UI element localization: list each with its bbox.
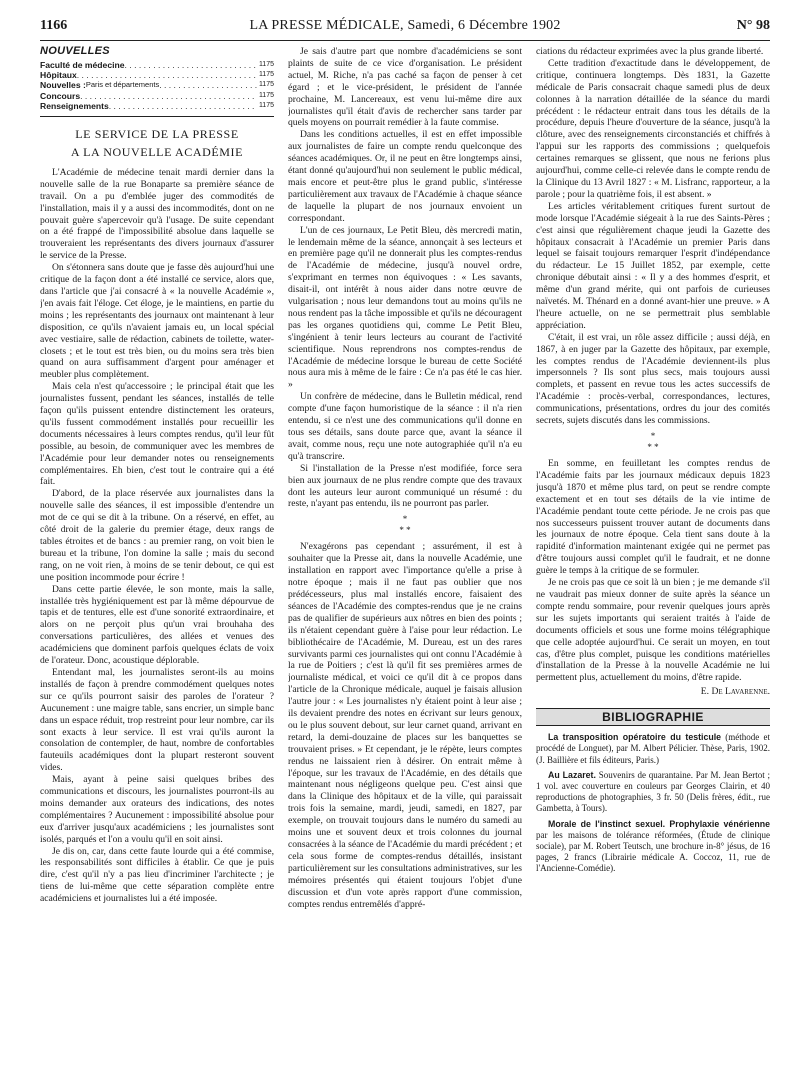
toc-heading: NOUVELLES [40,46,110,57]
paragraph: Les articles véritablement critiques furent surtout de mode lorsque l'Académie siégeait à la rue des Saints-Pères ; c'est ainsi que régulièrement chaque jeudi la Gazette des hôpitaux consacrait à l'Académie un premier Paris dans lequel se faisait toujours remarquer l'esprit d'indépendance du rédacteur. Le 15 Juillet 1852, par exemple, cette chronique débutait ainsi : « Il y a des hommes d'esprit, et même d'un grand mérite, qui ont parfois de curieuses naïvetés. M. Thénard en a donné avant-hier une preuve. » A l'heure actuelle, on ne se permettrait plus semblable appréciation. [536,200,770,331]
paragraph: N'exagérons pas cependant ; assurément, il est à souhaiter que la Presse ait, dans la nouvelle Académie, une installation en rapport avec l'importance qu'elle a prise à notre époque ; mais il ne faut pas oublier que nos prédécesseurs, plus mal installés encore, faisaient des séances de l'Académie des comptes-rendus que je ne crains pas de qualifier de supérieurs aux nôtres en bien des points ; ils n'étaient cependant guère à l'aise pour leur rédaction. Le bibliothécaire de l'Académie, M. Dureau, est un des rares survivants parmi ces journalistes qui ont connu l'Académie à la rue de Poitiers ; c'est là qu'il fit ses premières armes de journaliste médical, et voici ce qu'il dit à ce propos dans l'article de la Chronique médicale, auquel je faisais allusion l'autre jour : « Les journalistes n'y étaient point à leur aise ; ils devaient prendre des notes en écrivant sur leurs genoux, ou le plus souvent debout, sur leur carnet quand, arrivant en retard, la demi-douzaine de places sur les banquettes se trouvaient prises. » Et cependant, je le répète, leurs comptes rendus ne laissaient rien à désirer. On entrait même à l'époque, sur les travaux de l'Académie, en des détails que maintenant nous négligeons quelque peu. C'est ainsi que dans la Clinique des hôpitaux et de la ville, qui paraissait trois fois la semaine, mardi, jeudi, samedi, en 1827, par exemple, on trouvait toujours dans le numéro du samedi au moins une et souvent deux et trois colonnes du journal consacrées à la séance de l'Académie du mardi précédent ; et cela sous forme de comptes-rendus détaillés, insistant particulièrement sur les consultations administratives, sur les mémoires présentés qui étaient toujours l'objet d'une discussion et d'un vote après rapport d'une commission, comptes rendus entremêlés d'appré- [288,541,522,910]
paragraph: L'un de ces journaux, Le Petit Bleu, dès mercredi matin, le lendemain même de la séance, annonçait à ses lecteurs et en première page qu'il ne donnerait plus les comptes-rendus de l'Académie de médecine, jusqu'à nouvel ordre, s'exprimant en termes non équivoques : « Les savants, disait-il, ont intérêt à nous aider dans notre œuvre de vulgarisation ; nous leur demandons tout au moins qu'ils ne nous rendent pas la tâche impossible et qu'ils ne découragent pas les organes quotidiens qui, comme Le Petit Bleu, s'ingénient à tenir leurs lecteurs au courant de l'activité scientifique. Nous reprendrons nos comptes-rendus de l'Académie de médecine lorsque le bureau de cette Société nous aura mis à même de le faire : Ce n'a pas été le cas hier. » [288,224,522,391]
column-2 [288,46,522,910]
article-title: LE SERVICE DE LA PRESSE A LA NOUVELLE ACADÉMIE [70,126,244,159]
paragraph: Je ne crois pas que ce soit là un bien ; je me demande s'il ne vaudrait pas mieux donner de suite après la séance un compte rendu sommaire, pour revenir quelques jours après sur les sujets importants qui seraient traités à l'aide de documents officiels et sous une forme moins télégraphique que celle adoptée aujourd'hui. Ce serait un moyen, en tout cas, d'être plus complet, puisque les conditions matérielles d'installation de la Presse à la nouvelle Académie ne lui permettent plus, actuellement du moins, d'être rapide. [536,577,770,684]
paragraph: On s'étonnera sans doute que je fasse dès aujourd'hui une critique de la façon dont a été installé ce service, alors que, dans l'article que j'ai consacré à « la nouvelle Académie », j'en avais fait l'éloge. Cet éloge, je le maintiens, en partie du moins ; les représentants des journaux ont maintenant à leur disposition, ce qu'ils n'avaient jamais eu, un local spécial avec vestiaire, salle de rédaction, cabinets de toilette, water-closets ; et le tout est très bien, ou du moins sera très bien quand on aura suffisamment d'argent pour aménager et meubler plus complètement. [40,262,274,381]
paragraph: Mais cela n'est qu'accessoire ; le principal était que les journalistes fussent, pendant les séances, installés de telle façon qu'ils puissent entendre distinctement les orateurs, qu'ils fussent commodément installés pour recueillir les documents nécessaires à leurs comptes rendus, qu'il leur fût possible, au besoin, de communiquer avec les membres de l'Académie pour leur demander notes ou renseignements complémentaires. Eh bien, c'est tout le contraire qui a été fait. [40,381,274,488]
toc-item[interactable]: Faculté de médecine . . . 1175 [40,60,274,70]
toc-item[interactable]: Nouvelles : Paris et départements . . . 1175 [40,80,274,90]
paragraph: Je dis on, car, dans cette faute lourde qui a été commise, les responsabilités sont difficiles à établir. Ce que je puis dire, c'est qu'il n'y a pas lieu d'incriminer l'architecte ; je tiens de lui-même que cette séparation complète entre académiciens et journalistes lui a été imposée. [40,845,274,905]
newspaper-page [40,18,770,1068]
paragraph: Un confrère de médecine, dans le Bulletin médical, rend compte d'une façon humoristique de la séance : il n'a rien entendu, si ce n'est une des communications qu'il donne en tous ses détails, sans doute parce que, avant la séance il avait, comme nous, reçu une note autographiée qu'il n'a eu qu'à transcrire. [288,391,522,462]
table-of-contents [40,46,274,111]
toc-item[interactable]: Hôpitaux . . . 1175 [40,70,274,80]
paragraph: Entendant mal, les journalistes seront-ils au moins installés de façon à prendre commodément quelques notes sur ce qu'ils pourront saisir des paroles de l'orateur ? Aucunement : une maigre table, sans encrier, un simple banc dans un espace réduit, trop restreint pour leur nombre, car ils sont exacts à leur service. Il est vrai qu'ils auront la consolation de contempler, de haut, nombre de confortables fauteuils académiques dont la plupart resteront souvent vides. [40,666,274,774]
bibliography-entry: Morale de l'instinct sexuel. Prophylaxie vénérienne par les maisons de tolérance réformées, (Étude de clinique sociale), par M. Robert Teutsch, une brochure in-8° jésus, de 16 pages, 2 francs (Librairie médicale A. Coccoz, 11, rue de l'Ancienne-Comédie). [536,818,770,874]
paragraph: Je sais d'autre part que nombre d'académiciens se sont plaints de suite de ce vice d'organisation. Le président actuel, M. Riche, n'a pas caché sa façon de penser à cet égard ; et le vice-président, le président de l'année prochaine, M. Lancereaux, est venu lui-même dire aux journalistes qu'il était d'avis de rechercher sans tarder par quels moyens on pourrait remédier à la faute commise. [288,46,522,129]
bibliographie-heading: BIBLIOGRAPHIE [536,708,770,726]
section-stars: * * * [647,431,659,452]
journal-title: LA PRESSE MÉDICALE, Samedi, 6 Décembre 1902 [249,18,561,33]
paragraph: Dans les conditions actuelles, il est en effet impossible aux journalistes de faire un compte rendu quelconque des séances académiques. Or, il ne peut en être longtemps ainsi, étant donné qu'aujourd'hui non seulement le public médical, mais encore et peut-être plus le grand public, s'intéresse particulièrement aux travaux de l'Académie à chaque séance de laquelle la plupart de nos journaux envoient un correspondant. [288,129,522,224]
article-body-col1 [40,167,274,905]
column-1 [40,46,274,905]
toc-item[interactable]: Renseignements . . . 1175 [40,101,274,111]
paragraph: ciations du rédacteur exprimées avec la plus grande liberté. [536,46,764,57]
paragraph: C'était, il est vrai, un rôle assez difficile ; aussi déjà, en 1867, à en juger par la Gazette des hôpitaux, par exemple, les comptes rendus de l'Académie deviennent-ils plus impersonnels ? Ils sont plus secs, mais toujours aussi complets, et passent en revue tous les actes successifs de l'Académie : procès-verbal, correspondances, lectures, communications, présentations, ordres du jour des comités secrets, sujets discutés dans les commissions. [536,331,770,427]
paragraph: Mais, ayant à peine saisi quelques bribes des communications et discours, les journalistes pourront-ils au moins demander aux orateurs des indications, des notes complémentaires ? Aucunement : impossibilité absolue pour eux d'arriver jusqu'aux académiciens ; les journalistes sont isolés, parqués et l'on a voulu qu'il en soit ainsi. [40,774,274,845]
paragraph: En somme, en feuilletant les comptes rendus de l'Académie faits par les journaux médicaux depuis 1823 jusqu'à 1870 et même plus tard, on peut se rendre compte exactement et en tout ses détails de la vie intime de l'Académie pendant toute cette période. Je ne crois pas que nos successeurs puissent trouver autant de documents dans les journaux de notre époque. Cela tient sans doute à la rapidité d'information maintenant exigée qui ne permet pas d'être toujours aussi complet qu'il le faudrait, et ne donne guère le temps à la critique de se formuler. [536,458,770,577]
column-3 [536,46,770,879]
paragraph: L'Académie de médecine tenait mardi dernier dans la nouvelle salle de la rue Bonaparte sa première séance de travail. On a pu d'emblée juger des commodités de l'installation, mais il y a aussi des incommodités, dont on ne pouvait guère s'apercevoir qu'à l'usage. De suite cependant on a été frappé de l'impossibilité absolue dans laquelle se trouveraient les représentants des divers journaux d'assurer le service de la Presse. [40,166,274,262]
author-signature: E. De Lavarenne. [700,686,770,698]
paragraph: Si l'installation de la Presse n'est modifiée, force sera bien aux journaux de ne plus rendre compte que des travaux dont les auteurs leur auront communiqué un résumé : du reste, n'ayant pas entendu, ils ne pourront pas parler. [288,462,522,510]
section-stars: * * * [399,514,411,536]
header-rule [40,40,770,41]
bibliography-entry: La transposition opératoire du testicule (méthode et procédé de Longuet), par M. Albert Pélicier. Thèse, Paris, 1902. (J. Baillière et fils éditeurs, Paris.) [536,732,770,765]
page-number: 1166 [40,18,68,33]
toc-item[interactable]: Concours . . . 1175 [40,91,274,101]
section-divider [40,116,274,117]
paragraph: D'abord, de la place réservée aux journalistes dans la nouvelle salle des séances, il est impossible d'entendre un mot de ce qui se dit à la tribune. On a réservé, en effet, au côté droit de la galerie du premier étage, deux rangs de tables étroites et de bancs : au premier rang, on voit bien le bureau et la tribune, l'on domine la salle ; mais du second rang, on ne voit rien, à moins de se tenir debout, ce qui est une position incommode pour écrire ! [40,488,274,583]
paragraph: Dans cette partie élevée, le son monte, mais la salle, installée très hygiéniquement est par là même dépourvue de tapis et de tentures, elle est d'une sonorité extraordinaire, et alors on ne perçoit plus qu'un vrai brouhaha des conversations particulières, des allées et venues des académiciens que dominent parfois quelques éclats de voix de l'orateur. Donc, acoustique déplorable. [40,583,274,667]
bibliography-entry: Au Lazaret. Souvenirs de quarantaine. Par M. Jean Bertot ; 1 vol. avec couverture en couleurs par Georges Clairin, et 40 reproductions de photographies, 3 fr. 50 (Delis frères, édit., rue Gambetta, à Tours). [536,769,770,814]
issue-number: N° 98 [736,18,770,33]
paragraph: Cette tradition d'exactitude dans le développement, de critique, continuera longtemps. Dès 1831, la Gazette médicale de Paris consacrait chaque samedi plus de deux colonnes à la narration détaillée de la séance du mardi précédent : le rédacteur entrait dans tous les détails de la procédure, depuis l'heure d'ouverture de la séance, jusqu'à la clôture, avec des renseignements circonstanciés et chiffrés à l'appui sur les rapports des commissions ; quelquefois certaines remarques se glissent, que nous ne ferions plus aujourd'hui, comme celle-ci relevée dans le compte rendu de la Clinique du 13 Avril 1827 : « M. Lisfranc, rapporteur, a la parole ; pour la quatrième fois, il est absent. » [536,57,770,200]
page-header [40,18,770,36]
